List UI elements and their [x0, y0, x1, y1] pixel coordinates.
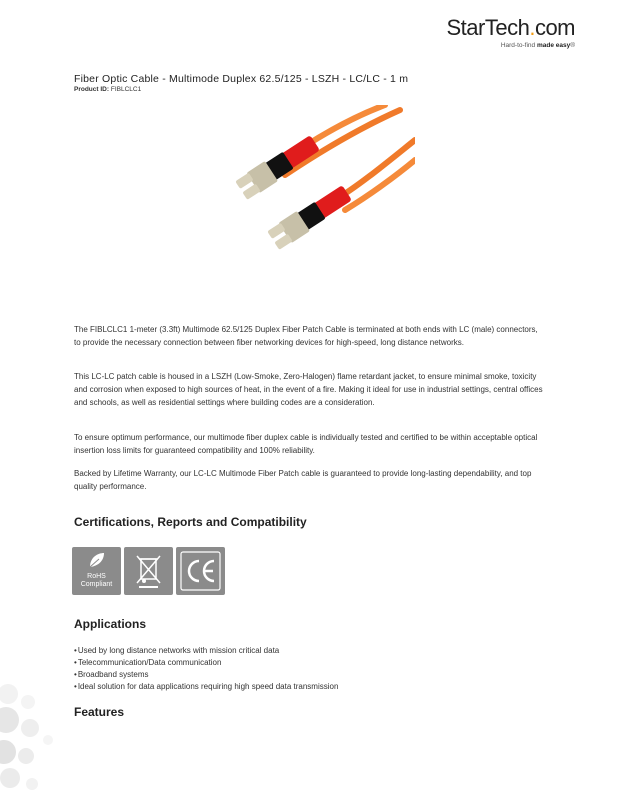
list-item: • Broadband systems	[74, 669, 338, 681]
certifications-heading: Certifications, Reports and Compatibility	[74, 515, 307, 529]
description-paragraph-3: To ensure optimum performance, our multimode fiber duplex cable is individually tested and certified to be within acceptable optical insertion loss limits for guaranteed compatibility and 100% reliability.	[74, 433, 538, 455]
ce-mark-icon	[176, 547, 225, 595]
list-item: • Telecommunication/Data communication	[74, 657, 338, 669]
description-paragraph-4: Backed by Lifetime Warranty, our LC-LC Multimode Fiber Patch cable is guaranteed to provide long-lasting dependability, and top quality performance.	[74, 469, 532, 491]
weee-badge	[124, 547, 173, 595]
decorative-circles	[0, 680, 70, 800]
rohs-compliant-badge: RoHS Compliant	[72, 547, 121, 595]
list-item: • Ideal solution for data applications requiring high speed data transmission	[74, 681, 338, 693]
logo-wordmark: StarTech.com	[446, 15, 575, 40]
features-heading: Features	[74, 705, 125, 719]
description-paragraph-2: This LC-LC patch cable is housed in a LSZH (Low-Smoke, Zero-Halogen) flame retardant jacket, to ensure minimal smoke, toxicity and corrosion when exposed to high sources of heat, in the event of a fire. Making it ideal for use in industrial settings, central offices and schools, as well as residential settings where building codes are a consideration.	[74, 372, 543, 407]
ce-mark-badge	[176, 547, 225, 595]
description-paragraph-1: The FIBLCLC1 1-meter (3.3ft) Multimode 62.5/125 Duplex Fiber Patch Cable is terminated at both ends with LC (male) connectors, to provide the necessary connection between fiber networking devices for high-speed, long distance networks.	[74, 325, 538, 347]
logo-tagline: Hard-to-find made easy®	[500, 42, 575, 49]
product-id: Product ID: FIBLCLC1	[74, 86, 142, 93]
applications-heading: Applications	[74, 617, 147, 631]
crossed-bin-icon	[124, 547, 173, 595]
page-title: Fiber Optic Cable - Multimode Duplex 62.5/125 - LSZH - LC/LC - 1 m	[74, 73, 409, 85]
applications-list	[74, 645, 338, 693]
leaf-icon	[72, 547, 121, 573]
startech-logo	[446, 15, 575, 49]
list-item: • Used by long distance networks with mission critical data	[74, 645, 338, 657]
product-image	[205, 105, 415, 265]
